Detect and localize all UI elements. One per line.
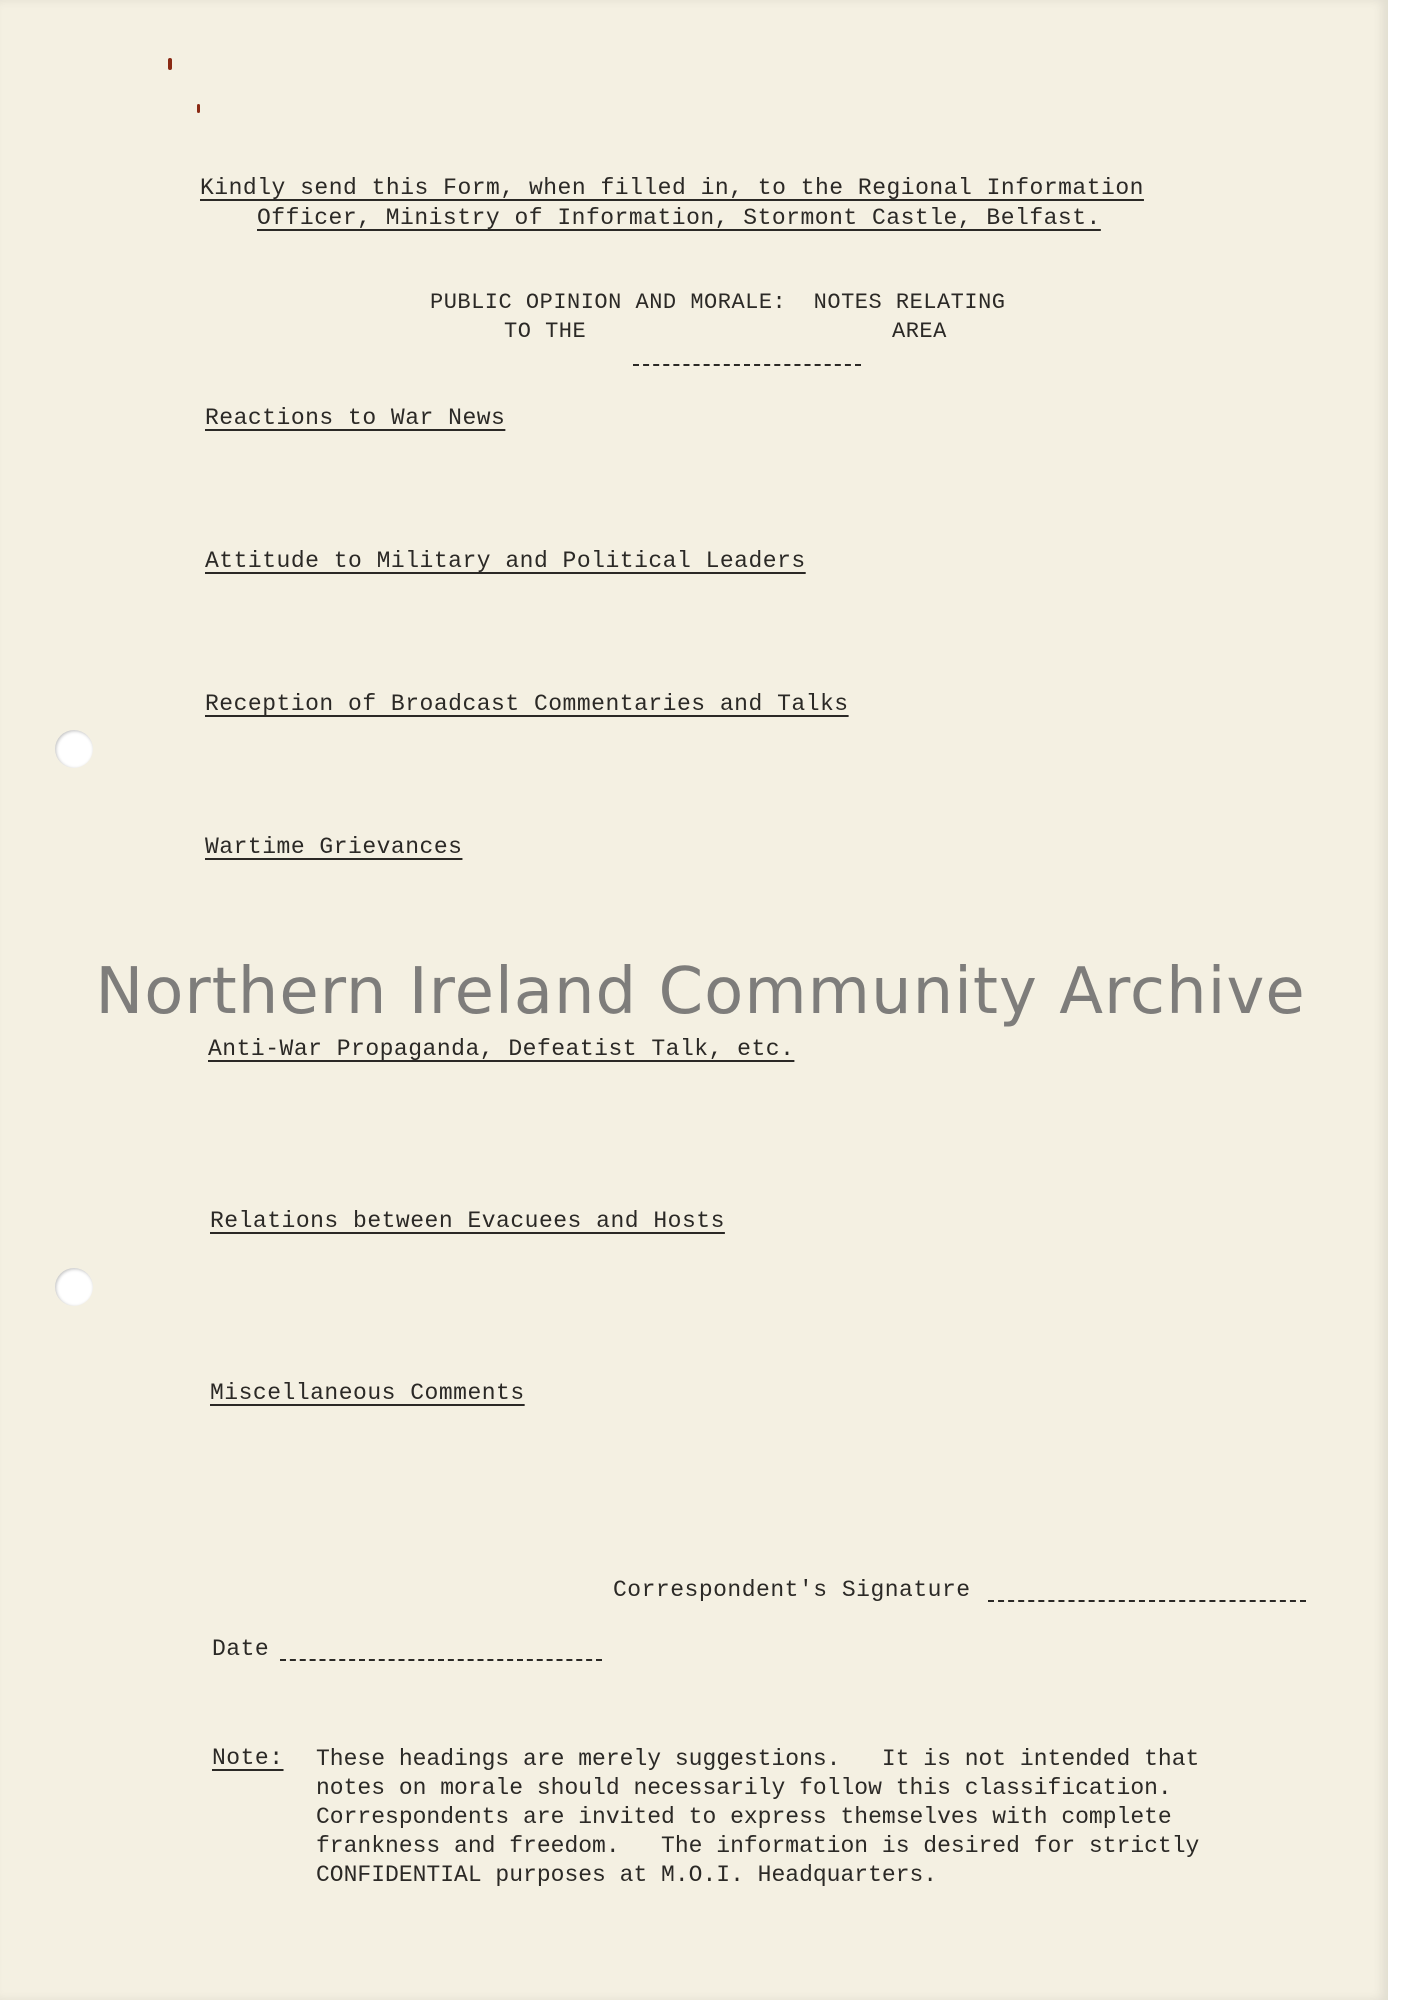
heading-miscellaneous: Miscellaneous Comments <box>210 1380 525 1406</box>
heading-reactions-war-news: Reactions to War News <box>205 405 506 431</box>
title-rule <box>633 364 861 366</box>
note-line: Correspondents are invited to express themselves with complete <box>316 1804 1172 1830</box>
archive-watermark: Northern Ireland Community Archive <box>95 955 1306 1029</box>
heading-wartime-grievances: Wartime Grievances <box>205 834 463 860</box>
note-label: Note: <box>212 1745 284 1771</box>
date-label: Date <box>212 1636 270 1662</box>
heading-anti-war-propaganda: Anti-War Propaganda, Defeatist Talk, etc. <box>208 1036 795 1062</box>
form-title-to-the: TO THE <box>504 319 587 344</box>
heading-broadcast-reception: Reception of Broadcast Commentaries and Talks <box>205 691 849 717</box>
signature-line <box>988 1600 1306 1602</box>
punch-hole <box>55 730 93 768</box>
form-title-area: AREA <box>892 319 947 344</box>
note-line: notes on morale should necessarily follow this classification. <box>316 1775 1172 1801</box>
note-text <box>316 1745 1199 1890</box>
instruction-line-2: Officer, Ministry of Information, Stormont Castle, Belfast. <box>257 205 1101 231</box>
instruction-line-1: Kindly send this Form, when filled in, to the Regional Information <box>200 175 1144 201</box>
punch-hole <box>55 1268 93 1306</box>
heading-attitude-leaders: Attitude to Military and Political Leaders <box>205 548 806 574</box>
note-line: frankness and freedom. The information is desired for strictly <box>316 1833 1200 1859</box>
ink-mark <box>168 58 172 70</box>
heading-evacuees-hosts: Relations between Evacuees and Hosts <box>210 1208 725 1234</box>
ink-mark <box>197 104 200 113</box>
note-line: CONFIDENTIAL purposes at M.O.I. Headquarters. <box>316 1862 938 1888</box>
date-line <box>280 1659 602 1661</box>
signature-label: Correspondent's Signature <box>613 1577 971 1603</box>
form-title-line-1: PUBLIC OPINION AND MORALE: NOTES RELATING <box>430 290 1006 315</box>
note-line: These headings are merely suggestions. It is not intended that <box>316 1746 1200 1772</box>
